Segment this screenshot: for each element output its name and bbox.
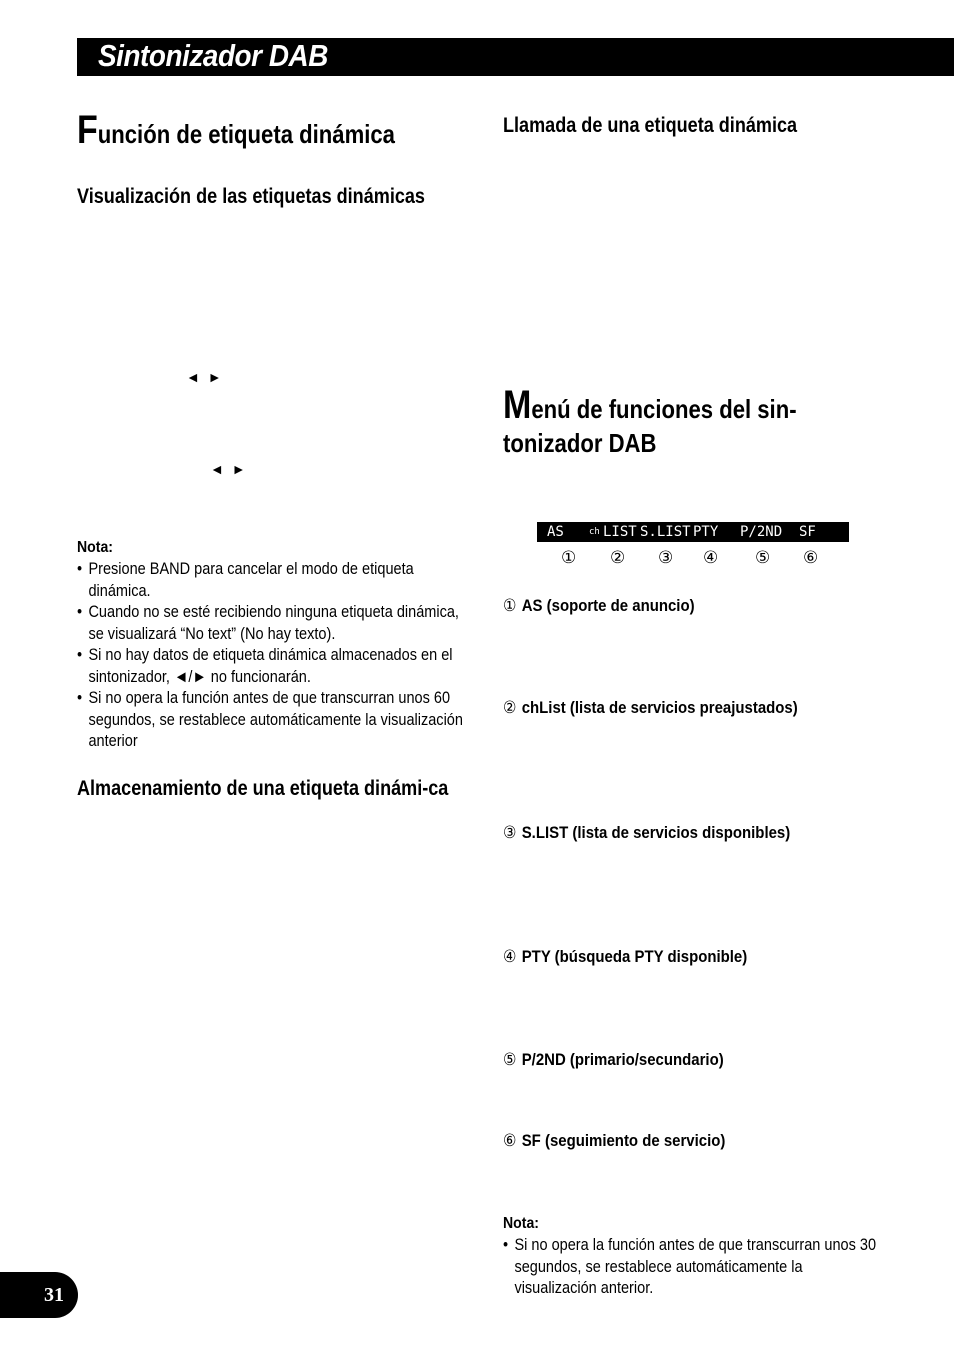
item-label: chList (lista de servicios preajustados) [521,698,798,717]
heading-rest: unción de etiqueta dinámica [97,119,395,149]
function-item [503,822,790,844]
callout-number: ⑥ [803,548,819,567]
heading-initial: F [77,108,98,152]
item-label: PTY (búsqueda PTY disponible) [521,947,748,966]
callout-number: ② [610,548,626,567]
item-number: ① [503,596,517,615]
function-item [503,1130,725,1152]
arrow-keys-icon: ◄ ► [210,461,248,477]
page-number: 31 [44,1284,64,1306]
subheading-store: Almacenamiento de una etiqueta dinámi-ca [77,777,449,800]
item-label: SF (seguimiento de servicio) [521,1131,726,1150]
page-title: Sintonizador DAB [98,38,328,73]
section-heading-dynamic-label [77,108,395,152]
note-title: Nota: [503,1215,539,1232]
callout-number: ④ [703,548,719,567]
note-item: • Si no hay datos de etiqueta dinámica almacenados en el sintonizador, ◄/► no funcionarán. [77,645,467,688]
item-number: ⑥ [503,1131,517,1150]
function-item [503,946,747,968]
function-item [503,1049,724,1071]
heading-initial: M [503,383,532,427]
item-label: S.LIST (lista de servicios disponibles) [521,823,791,842]
lcd-label: PTY [693,524,719,540]
lcd-label: AS [547,524,564,540]
lcd-display [537,522,849,542]
heading-line1: enú de funciones del sin- [531,394,797,424]
lcd-label: LIST [603,524,637,540]
callout-number: ③ [658,548,674,567]
note-list [503,1235,936,1300]
lcd-label: SF [799,524,816,540]
item-label: AS (soporte de anuncio) [521,596,695,615]
item-label: P/2ND (primario/secundario) [521,1050,724,1069]
lcd-label: P/2ND [740,524,783,540]
lcd-label: S.LIST [640,524,691,540]
item-number: ⑤ [503,1050,517,1069]
note-item: • Cuando no se esté recibiendo ninguna etiqueta dinámica, se visualizará “No text” (No hay texto). [77,602,467,645]
note-title: Nota: [77,539,113,556]
subheading-display: Visualización de las etiquetas dinámicas [77,185,425,208]
note-item: • Presione BAND para cancelar el modo de etiqueta dinámica. [77,559,467,602]
arrow-keys-icon: ◄ ► [186,369,224,385]
function-item [503,595,695,617]
page-number-tab [0,1272,78,1318]
subheading-recall: Llamada de una etiqueta dinámica [503,114,798,137]
note-item: • Si no opera la función antes de que transcurran unos 30 segundos, se restablece automáticamente la visualización anterior. [503,1235,884,1300]
note-item: • Si no opera la función antes de que transcurran unos 60 segundos, se restablece automáticamente la visualización anterior [77,688,467,753]
item-number: ④ [503,947,517,966]
heading-line2: tonizador DAB [503,428,657,458]
lcd-label: ch [589,527,600,537]
item-number: ② [503,698,517,717]
section-heading-menu [503,383,797,460]
item-number: ③ [503,823,517,842]
callout-number: ⑤ [755,548,771,567]
note-list [77,559,520,753]
callout-number: ① [561,548,577,567]
function-item [503,697,798,719]
